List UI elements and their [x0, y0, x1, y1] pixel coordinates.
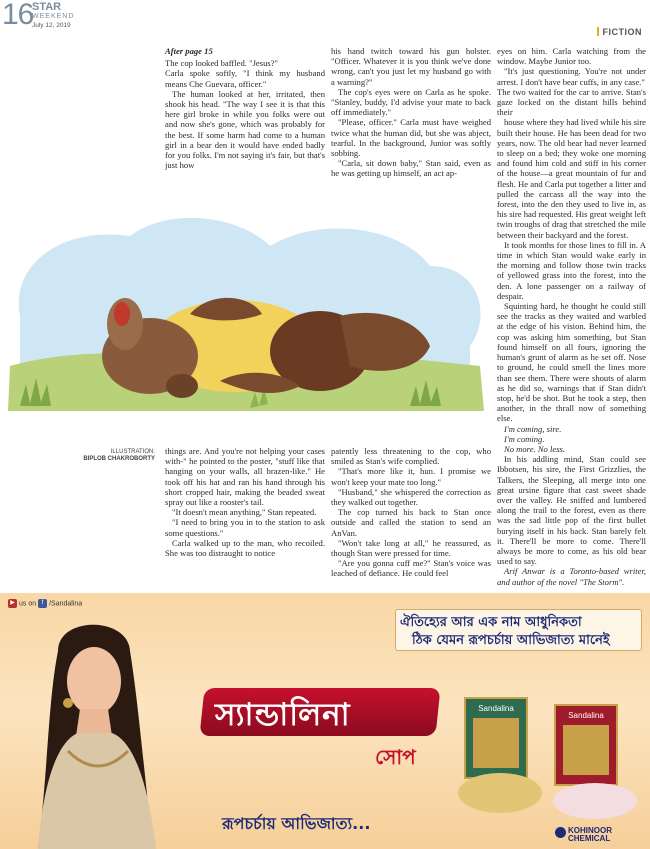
paragraph: Carla spoke softly, "I think my husband means Che Guevara, officer." [165, 68, 325, 89]
author-bio: Arif Anwar is a Toronto-based writer, and author of the novel "The Storm". [497, 566, 646, 587]
story-column-5 [331, 446, 491, 579]
manufacturer-logo [568, 827, 612, 843]
paragraph: I'm coming, sire. [504, 423, 562, 434]
section-bar [597, 27, 599, 36]
ad-tagline: রূপচর্চায় আভিজাত্য... [222, 814, 371, 833]
soap-bar-2 [553, 783, 637, 819]
paragraph: house where they had lived while his sire built their house. He has been dead for two years, now. The old bear had never learned to sleep on a bed; they woke one morning and found him cold and stiff in his corner of the house—a great mountain of fur and flesh. He and Carla put together a litter and pulled the carcass all the way into the forest, into the den they used to live in, as his sire had requested. His great weight left twin troughs of drag that stretched the mile between their backyard and the forest. [497, 117, 646, 240]
story-column-2 [331, 46, 491, 179]
paragraph: Squinting hard, he thought he could still see the tracks as they waited and warbled at the edge of his vision. Behind him, the cop was asking him something, but Stan found himself on all fours, ignoring the human's grunt of alarm as he set off. Nose to ground, he could smell the lines more than see them. There were shouts of alarm as he did so, warnings that if Stan didn't stop, he'd be shot. But he took a step, then another, in the thrall now of something else. [497, 301, 646, 424]
earring-shape [63, 698, 73, 708]
paragraph: The two waited for the car to arrive. Stan's gaze locked on the distant hills behind their [497, 86, 646, 118]
social-handle: /Sandalina [49, 600, 83, 608]
bear-ear [166, 374, 198, 398]
maker-line-1: KOHINOOR [568, 826, 612, 835]
publication-subtitle: WEEKEND [32, 13, 75, 20]
paragraph: The cop looked baffled. "Jesus?" [165, 58, 279, 69]
paragraph: "Carla, sit down baby," Stan said, even as he was getting up himself, an act ap- [331, 158, 491, 179]
model-photo [18, 611, 168, 849]
soap-box-1-label: Sandalina [478, 704, 514, 713]
bear-mouth [114, 302, 130, 326]
paragraph: "Husband," she whispered the correction as they walked out together. [331, 486, 491, 508]
story-column-4 [165, 446, 325, 558]
ad-social-links[interactable] [8, 599, 82, 608]
paragraph: Carla walked up to the man, who recoiled. She was too distraught to notice [165, 537, 325, 559]
soap-box-2-label: Sandalina [568, 711, 604, 720]
publication-date: July 12, 2019 [32, 22, 71, 29]
youtube-icon: ▶ [8, 599, 17, 608]
paragraph: "That's more like it, hun. I promise we won't keep your mate too long." [331, 466, 491, 487]
paragraph: It took months for those lines to fill in. A time in which Stan would wake early in the morning and follow those twin tracks of yellowed grass into the forest, into the den. A lone passenger on a railway of despair. [497, 239, 646, 301]
slogan-line-2: ঠিক যেমন রূপচর্চায় আভিজাত্য মানেই [412, 633, 610, 648]
paragraph: things are. And you're not helping your cases with-" he pointed to the poster, "stuff like that hanging on your walls, all brazen-like." He took off his hat and ran his hand through his short cropped hair, making the beaded sweat spray out like a rooster's tail. [165, 446, 325, 508]
continued-from: After page 15 [165, 46, 213, 56]
paragraph: "Won't take long at all," he reassured, as though Stan were pressed for time. [331, 537, 491, 559]
paragraph: The cop's eyes were on Carla as he spoke. "Stanley, buddy, I'd advise your mate to back off immediately." [331, 86, 491, 118]
kohinoor-logo-icon [555, 827, 566, 838]
story-column-3 [497, 46, 646, 587]
maker-line-2: CHEMICAL [568, 834, 611, 843]
paragraph: In his addling mind, Stan could see Ibbotsen, his sire, the First Grizzlies, the Talkers, the Sleeping, all merge into one great ursine figure that cast sweet shade over the valley. He sniffed and lumbered along the trail to the forest, even as there was the sad little pop of the first bullet burying itself in his back. Stan barely felt it. There'll be more to come. There'll always be more to come, as his old bear used to say. [497, 454, 646, 567]
facebook-icon: f [38, 599, 47, 608]
face-shape [67, 647, 121, 715]
credit-name: BIPLOB CHAKROBORTY [83, 456, 155, 462]
brand-name: স্যান্ডালিনা [215, 697, 351, 733]
paragraph: I'm coming. [504, 433, 545, 444]
paragraph: The human looked at her, irritated, then shook his head. "The way I see it is that this here girl broke in while you folks were out and now she's gone, which was probably for the best. If some harm had come to a human girl in a bear den it would have ended badly for you folks. I'm not saying it's fair, but that's just how [165, 88, 325, 171]
soap-packages [445, 693, 645, 823]
paragraph: "Are you gonna cuff me?" Stan's voice was leached of defiance. He could feel [331, 558, 491, 579]
story-column-1 [165, 46, 325, 170]
paragraph: "I need to bring you in to the station to ask some questions." [165, 517, 325, 538]
paragraph: "It's just questioning. You're not under arrest. I don't have bear cuffs, in any case." [497, 66, 646, 87]
page-number: 16 [2, 0, 34, 31]
sandalina-soap-advertisement[interactable] [0, 593, 650, 849]
paragraph: "Please, officer." Carla must have weighed twice what the human did, but she was abject, tearful. In the background, Junior was softly sobbing. [331, 117, 491, 159]
soap-box-1-panel [473, 718, 519, 768]
paragraph: eyes on him. Carla watching from the window. Maybe Junior too. [497, 46, 646, 67]
illustration-credit [70, 449, 155, 463]
social-label: us on [19, 600, 37, 608]
section-label [597, 27, 643, 37]
paragraph: No more. No less. [504, 443, 566, 454]
product-name: সোপ [375, 745, 416, 769]
paragraph: "It doesn't mean anything," Stan repeated. [172, 507, 317, 518]
publication-logo: STAR [32, 1, 62, 13]
soap-bar-1 [458, 773, 542, 813]
paragraph: The cop turned his back to Stan once outside and called the station to send an AnVan. [331, 507, 491, 538]
neck-shape [76, 709, 112, 736]
paragraph: his hand twitch toward his gun holster. "Officer. Whatever it is you think we've done wrong, can't you just let my husband go with a warning?" [331, 46, 491, 87]
sleeping-bear-illustration [0, 196, 492, 436]
paragraph: patently less threatening to the cop, who smiled as Stan's wife complied. [331, 446, 491, 467]
slogan-line-1: ঐতিহ্যের আর এক নাম আধুনিকতা [400, 615, 582, 630]
credit-label: ILLUSTRATION: [110, 449, 155, 455]
section-name: FICTION [602, 27, 642, 37]
soap-box-2-panel [563, 725, 609, 775]
